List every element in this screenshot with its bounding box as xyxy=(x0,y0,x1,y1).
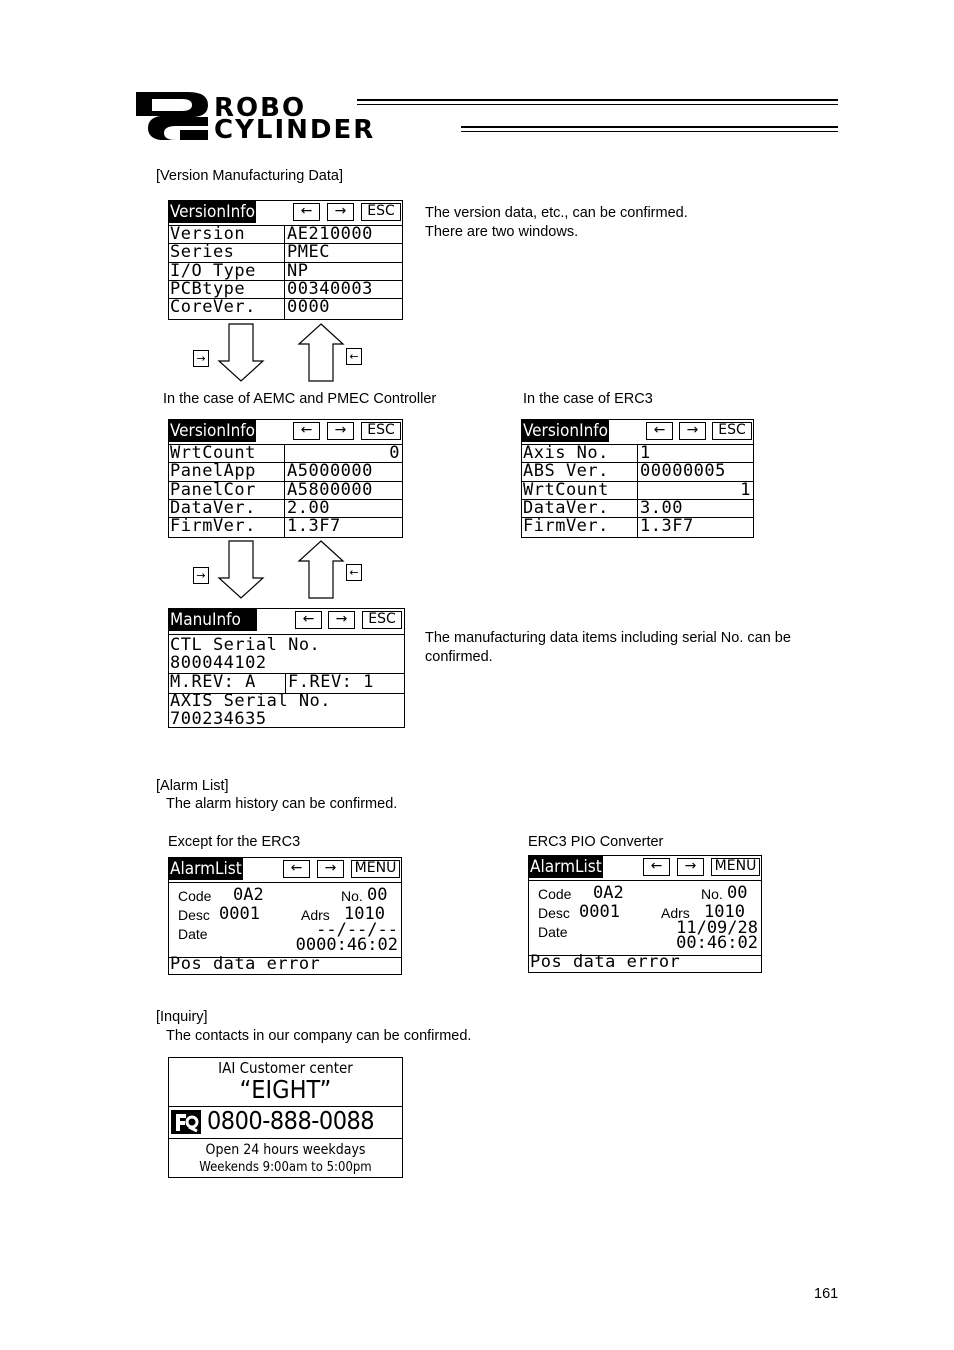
alarm-case-label: Except for the ERC3 xyxy=(168,834,301,850)
manu-description: The manufacturing data items including serial No. can be xyxy=(425,630,791,646)
right-arrow-button[interactable]: → xyxy=(317,860,344,878)
rc-logo-mark xyxy=(136,92,210,140)
section-heading-alarm: [Alarm List] xyxy=(156,778,229,794)
down-arrow-icon xyxy=(217,540,265,600)
info-row: Version AE210000 xyxy=(169,226,402,244)
left-arrow-button[interactable]: ← xyxy=(295,611,322,629)
inquiry-description: The contacts in our company can be confirmed. xyxy=(166,1028,472,1044)
left-arrow-button[interactable]: ← xyxy=(293,203,320,221)
right-arrow-button[interactable]: → xyxy=(679,422,706,440)
axis-serial-label: AXIS Serial No. xyxy=(170,691,332,711)
alarm-detail: Code 0A2 No. 00 Desc 0001 Adrs 1010 Date --/--/-- 0000:46:02 xyxy=(169,882,401,958)
ctl-serial-value: 800044102 xyxy=(170,653,267,673)
info-row: DataVer. 2.00 xyxy=(169,500,402,518)
info-row: PanelApp A5000000 xyxy=(169,463,402,481)
esc-button[interactable]: ESC xyxy=(362,611,402,629)
hotline-name: “EIGHT” xyxy=(239,1075,332,1104)
axis-serial-value: 700234635 xyxy=(170,709,267,729)
down-arrow-icon xyxy=(217,323,265,383)
freedial-icon xyxy=(171,1110,201,1134)
menu-button[interactable]: MENU xyxy=(711,858,760,876)
alarm-case-label: ERC3 PIO Converter xyxy=(528,834,664,850)
info-row: ABS Ver. 00000005 xyxy=(522,463,753,481)
header-rule xyxy=(357,104,838,105)
hours-weekdays: Open 24 hours weekdays xyxy=(205,1142,366,1158)
left-key-box: ← xyxy=(346,564,362,581)
alarm-message: Pos data error xyxy=(170,954,321,974)
customer-center-label: IAI Customer center xyxy=(218,1059,353,1077)
header-rule xyxy=(461,131,838,132)
screen-header xyxy=(169,420,402,444)
left-arrow-button[interactable]: ← xyxy=(646,422,673,440)
right-arrow-button[interactable]: → xyxy=(327,422,354,440)
phone-number: 0800-888-0088 xyxy=(207,1106,375,1135)
right-key-box: → xyxy=(193,350,209,367)
screen-title: AlarmList xyxy=(530,857,602,877)
info-row: WrtCount 0 xyxy=(170,443,400,463)
info-row: DataVer. 3.00 xyxy=(522,500,753,518)
menu-button[interactable]: MENU xyxy=(351,860,400,878)
version-info-screen-1 xyxy=(168,200,403,320)
logo-line2: CYLINDER xyxy=(214,115,376,145)
screen-header xyxy=(169,609,404,633)
left-arrow-button[interactable]: ← xyxy=(643,858,670,876)
section-heading-version: [Version Manufacturing Data] xyxy=(156,168,343,184)
version-description: There are two windows. xyxy=(425,224,579,240)
screen-header xyxy=(522,420,753,444)
left-arrow-button[interactable]: ← xyxy=(283,860,310,878)
info-row: I/O Type NP xyxy=(169,263,402,281)
header-rule xyxy=(357,99,838,101)
info-row: PCBtype 00340003 xyxy=(169,281,402,299)
case-label-aemc: In the case of AEMC and PMEC Controller xyxy=(163,391,437,407)
right-arrow-button[interactable]: → xyxy=(328,611,355,629)
m-rev: M.REV: A xyxy=(170,672,256,692)
ctl-serial-label: CTL Serial No. xyxy=(170,635,321,655)
f-rev: F.REV: 1 xyxy=(288,672,374,692)
screen-title: VersionInfo xyxy=(170,421,256,441)
alarm-list-screen-1 xyxy=(168,857,402,975)
hours-weekends: Weekends 9:00am to 5:00pm xyxy=(199,1160,372,1175)
case-label-erc3: In the case of ERC3 xyxy=(523,391,653,407)
info-row: PanelCor A5800000 xyxy=(169,482,402,500)
right-key-box: → xyxy=(193,567,209,584)
esc-button[interactable]: ESC xyxy=(361,203,401,221)
right-arrow-button[interactable]: → xyxy=(677,858,704,876)
info-row: Series PMEC xyxy=(169,244,402,262)
version-info-screen-erc3 xyxy=(521,419,754,538)
screen-title: ManuInfo xyxy=(169,609,257,631)
alarm-message: Pos data error xyxy=(530,952,681,972)
version-info-screen-2 xyxy=(168,419,403,538)
alarm-detail: Code 0A2 No. 00 Desc 0001 Adrs 1010 Date 11/09/28 00:46:02 xyxy=(529,880,761,956)
header-rule xyxy=(461,126,838,128)
esc-button[interactable]: ESC xyxy=(712,422,752,440)
info-row: FirmVer. 1.3F7 xyxy=(523,516,694,537)
info-row: FirmVer. 1.3F7 xyxy=(170,516,341,537)
alarm-description: The alarm history can be confirmed. xyxy=(166,796,398,812)
esc-button[interactable]: ESC xyxy=(361,422,401,440)
logo-line1: ROBO xyxy=(214,93,307,123)
left-key-box: ← xyxy=(346,348,362,365)
page-number: 161 xyxy=(814,1286,839,1302)
screen-title: VersionInfo xyxy=(523,421,609,441)
screen-header xyxy=(169,858,401,882)
info-row: WrtCount 1 xyxy=(523,479,751,500)
screen-header xyxy=(529,856,761,880)
screen-title: VersionInfo xyxy=(170,202,256,222)
inquiry-screen xyxy=(168,1057,403,1178)
manu-info-screen xyxy=(168,608,405,728)
up-arrow-icon xyxy=(297,540,345,600)
manu-description: confirmed. xyxy=(425,649,493,665)
section-heading-inquiry: [Inquiry] xyxy=(156,1009,208,1025)
left-arrow-button[interactable]: ← xyxy=(293,422,320,440)
up-arrow-icon xyxy=(297,323,345,383)
info-row: Axis No. 1 xyxy=(522,445,753,463)
alarm-list-screen-2 xyxy=(528,855,762,973)
screen-header xyxy=(169,201,402,225)
screen-title: AlarmList xyxy=(170,859,242,879)
version-description: The version data, etc., can be confirmed. xyxy=(425,205,688,221)
info-row: CoreVer. 0000 xyxy=(170,297,330,318)
right-arrow-button[interactable]: → xyxy=(327,203,354,221)
